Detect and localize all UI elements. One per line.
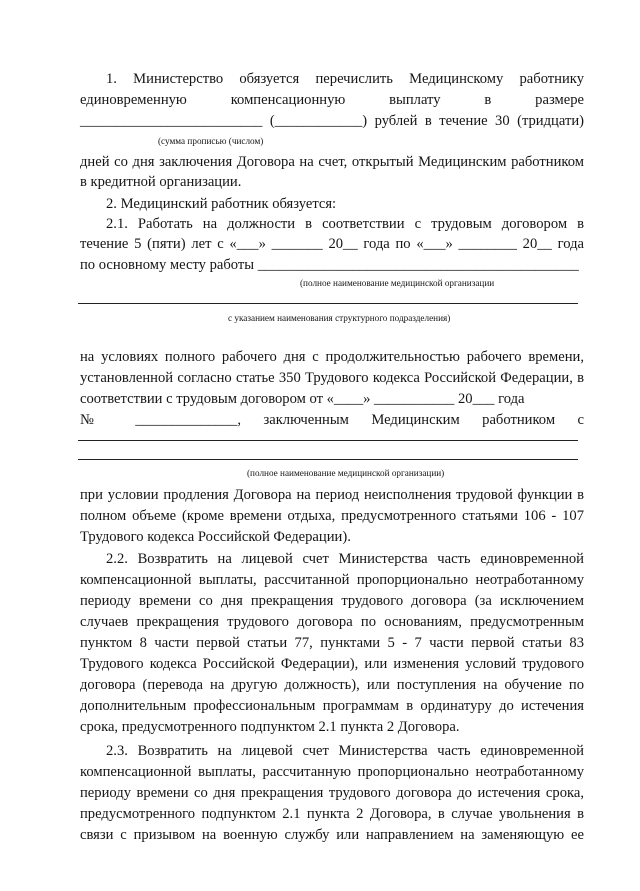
text-line: _________________________ (____________) рублей в течение 30 (тридцати): [80, 113, 584, 129]
text-line: срока, предусмотренного подпунктом 2.1 пункта 2 Договора.: [80, 719, 460, 735]
caption-org-name: (полное наименование медицинской организации: [300, 278, 495, 288]
text-line: единовременную компенсационную выплату в размере: [80, 92, 584, 108]
caption-org-name: (полное наименование медицинской организации): [247, 468, 445, 478]
text-line: полном объеме (кроме времени отдыха, предусмотренного статьями 106 - 107: [80, 508, 584, 524]
text-line: дополнительным профессиональным программам в ординатуру до истечения: [80, 698, 584, 714]
text-line: на условиях полного рабочего дня с продолжительностью рабочего времени,: [80, 349, 584, 365]
caption-department: с указанием наименования структурного подразделения): [228, 313, 451, 323]
text-line: Трудового кодекса Российской Федерации).: [80, 529, 351, 545]
blank-line: [78, 303, 578, 304]
blank-line: [78, 440, 578, 441]
text-line: пунктом 8 части первой статьи 77, пунктами 5 - 7 части первой статьи 83: [80, 635, 584, 651]
text-line: периоду времени со дня прекращения трудового договора до истечения срока,: [80, 785, 584, 801]
text-line: установленной согласно статье 350 Трудового кодекса Российской Федерации, в: [80, 370, 584, 386]
blank-line: [78, 459, 578, 460]
text-line: 2.2. Возвратить на лицевой счет Министерства часть единовременной: [106, 551, 584, 567]
text-line: 2.3. Возвратить на лицевой счет Министерства часть единовременной: [106, 743, 584, 759]
text-line: Трудового кодекса Российской Федерации), или изменения условий трудового: [80, 656, 584, 672]
text-line: 2. Медицинский работник обязуется:: [106, 196, 337, 212]
text-line: компенсационной выплаты, рассчитанную пропорционально неотработанному: [80, 764, 584, 780]
text-line: № ______________, заключенным Медицинским работником с: [80, 412, 584, 428]
text-line: случаев прекращения трудового договора по основаниям, предусмотренным: [80, 614, 584, 630]
text-line: связи с призывом на военную службу или направлением на заменяющую ее: [80, 827, 584, 843]
text-line: договора (перевода на другую должность), или поступления на обучение по: [80, 677, 584, 693]
text-line: 2.1. Работать на должности в соответствии с трудовым договором в: [106, 216, 584, 232]
text-line: предусмотренного подпунктом 2.1 пункта 2 Договора, в случае увольнения в: [80, 806, 584, 822]
text-line: соответствии с трудовым договором от «____» ___________ 20___ года: [80, 391, 525, 407]
caption-amount: (сумма прописью (числом): [158, 136, 264, 146]
text-line: по основному месту работы ____________________________________________: [80, 257, 579, 273]
text-line: дней со дня заключения Договора на счет, открытый Медицинским работником: [80, 154, 584, 170]
text-line: 1. Министерство обязуется перечислить Медицинскому работнику: [106, 71, 584, 87]
text-line: течение 5 (пяти) лет с «___» _______ 20__ года по «___» ________ 20__ года: [80, 236, 584, 252]
text-line: при условии продления Договора на период неисполнения трудовой функции в: [80, 487, 584, 503]
text-line: периоду времени со дня прекращения трудового договора (за исключением: [80, 593, 584, 609]
text-line: компенсационной выплаты, рассчитанной пропорционально неотработанному: [80, 572, 584, 588]
text-line: в кредитной организации.: [80, 174, 242, 190]
